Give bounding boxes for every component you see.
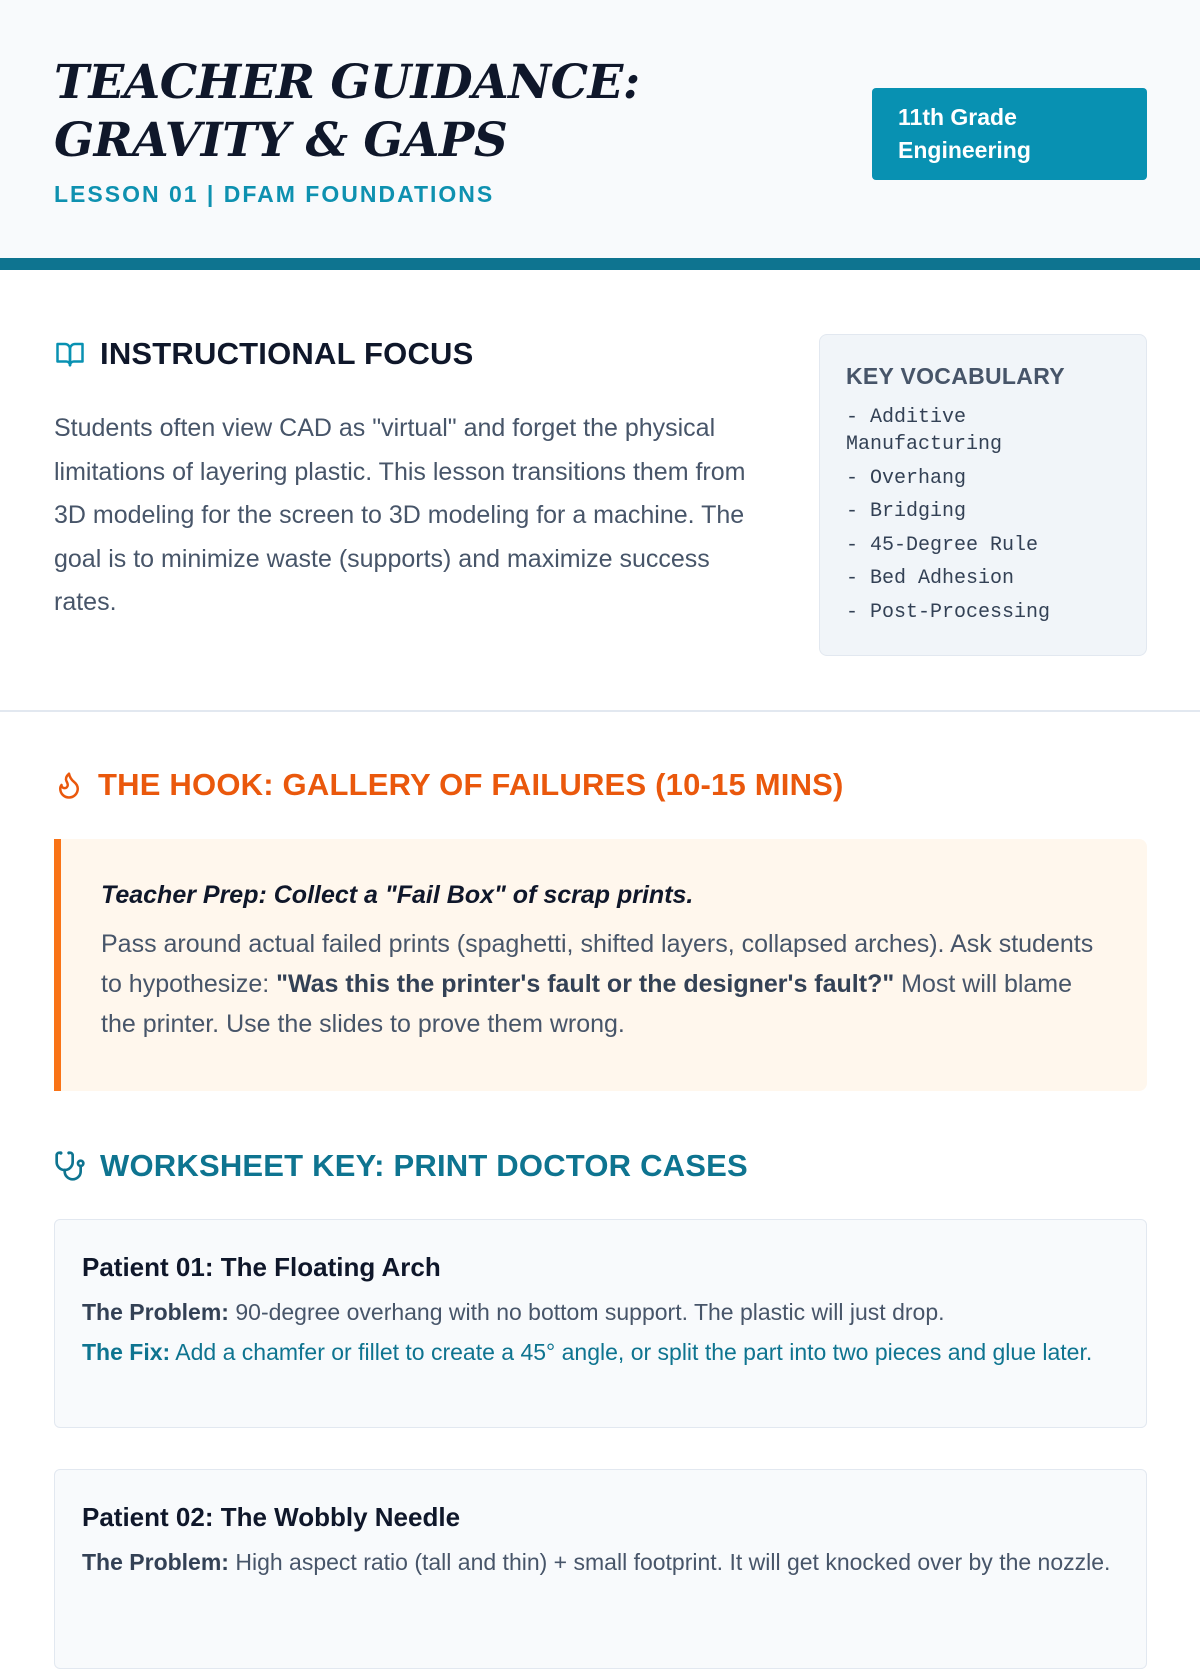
hook-body-start: Pass around actual failed prints (spaghetti, shifted layers, collapsed arches). Ask students to hypothesize: [101, 930, 1094, 998]
vocabulary-item: - Bed Adhesion [846, 567, 1015, 590]
hook-question: "Was this the printer's fault or the designer's fault?" [276, 970, 895, 998]
case-fix [82, 1335, 1119, 1369]
book-open-icon [54, 339, 86, 369]
hook-body [101, 924, 1107, 1044]
flame-icon [54, 769, 84, 801]
key-vocabulary-box [819, 334, 1147, 656]
page-header [0, 0, 1200, 270]
vocabulary-item: - 45-Degree Rule [846, 533, 1039, 557]
teacher-prep-note: Teacher Prep: Collect a "Fail Box" of scrap prints. [101, 881, 694, 909]
lesson-subtitle: LESSON 01 | DFAM FOUNDATIONS [54, 181, 495, 207]
fix-label: The Fix: [82, 1339, 171, 1365]
case-problem [82, 1545, 1119, 1579]
page-title: TEACHER GUIDANCE: GRAVITY & GAPS [54, 55, 640, 168]
section-title: THE HOOK: GALLERY OF FAILURES (10-15 MINS) [98, 767, 844, 802]
vocabulary-item: - Overhang [846, 466, 967, 490]
section-title: INSTRUCTIONAL FOCUS [100, 336, 474, 371]
case-card [54, 1219, 1147, 1428]
case-card [54, 1469, 1147, 1669]
grade-badge: 11th Grade Engineering [872, 88, 1147, 180]
case-title: Patient 01: The Floating Arch [82, 1252, 441, 1282]
hook-heading [54, 767, 844, 803]
vocabulary-item: - Bridging [846, 500, 967, 523]
fix-text: Add a chamfer or fillet to create a 45° angle, or split the part into two pieces and glue later. [170, 1339, 1093, 1365]
problem-text: 90-degree overhang with no bottom support. The plastic will just drop. [228, 1299, 945, 1325]
problem-label: The Problem: [82, 1549, 229, 1575]
stethoscope-icon [54, 1150, 86, 1182]
vocabulary-heading: KEY VOCABULARY [846, 363, 1065, 389]
hook-body-end: Most will blame the printer. Use the slides to prove them wrong. [101, 970, 1073, 1038]
section-title: WORKSHEET KEY: PRINT DOCTOR CASES [100, 1148, 748, 1183]
vocabulary-list [846, 404, 1120, 626]
case-title: Patient 02: The Wobbly Needle [82, 1502, 461, 1532]
vocabulary-item: - Post-Processing [846, 600, 1051, 624]
instructional-focus-heading [54, 336, 474, 372]
problem-label: The Problem: [82, 1299, 229, 1325]
section-divider [0, 710, 1200, 712]
hook-callout [54, 839, 1147, 1091]
instructional-focus-text: Students often view CAD as "virtual" and forget the physical limitations of layering plastic. This lesson transitions them from 3D modeling for the screen to 3D modeling for a machine. The goal is to minimize waste (supports) and maximize success rates. [54, 414, 746, 616]
problem-text: High aspect ratio (tall and thin) + small footprint. It will get knocked over by the nozzle. [228, 1549, 1111, 1575]
case-problem [82, 1295, 1119, 1329]
vocabulary-item: - Additive Manufacturing [846, 406, 1003, 456]
worksheet-heading [54, 1148, 748, 1184]
